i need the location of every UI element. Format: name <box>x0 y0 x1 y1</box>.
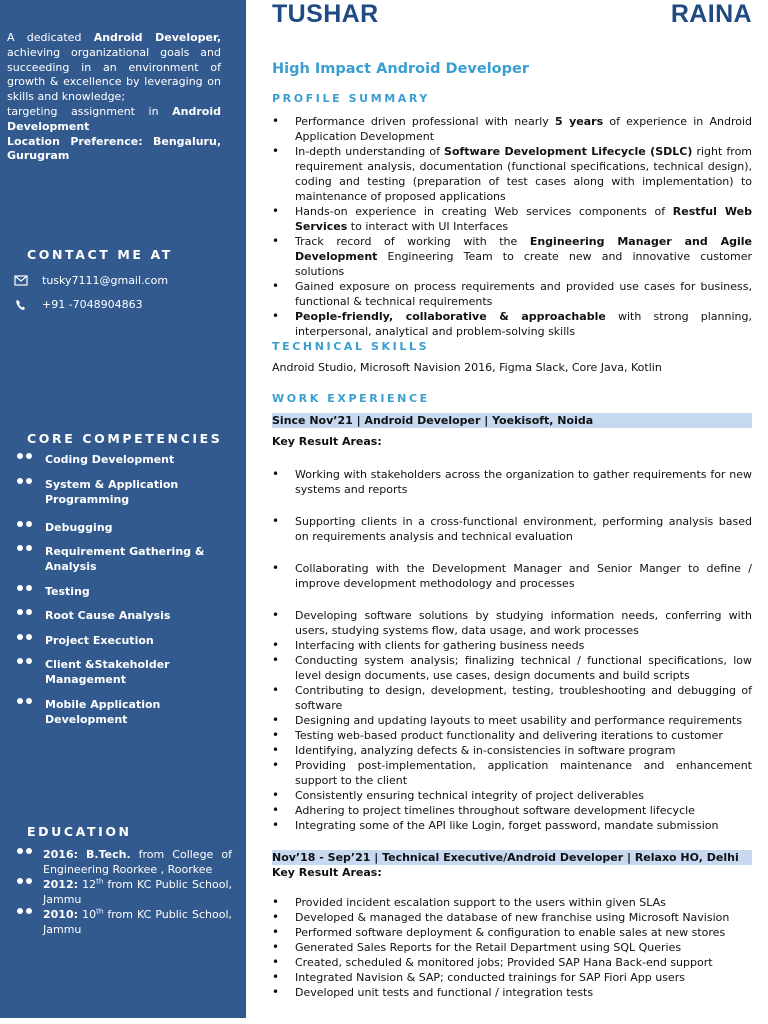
bullet-dots-icon <box>16 520 45 532</box>
education-item: 2010: 10th from KC Public School, Jammu <box>16 907 232 937</box>
duty-item: • Contributing to design, development, testing, troubleshooting and debugging of software <box>272 683 752 713</box>
duty-item: • Adhering to project timelines throughout software development lifecycle <box>272 803 752 818</box>
intro-paragraph: A dedicated Android Developer, achieving organizational goals and succeeding in an environment of growth & excellence by leveraging on skills and knowledge; <box>7 31 221 104</box>
duty-item: • Collaborating with the Development Manager and Senior Manger to define / improve development methodology and processes <box>272 561 752 591</box>
competency-item: Testing <box>16 584 242 599</box>
bullet-dots-icon <box>16 657 45 669</box>
contact-heading: CONTACT ME AT <box>27 247 173 262</box>
duty-item: • Testing web-based product functionality and delivering iterations to customer <box>272 728 752 743</box>
main-content <box>272 0 752 1024</box>
phone-text[interactable]: +91 -7048904863 <box>42 298 143 311</box>
competency-item: Root Cause Analysis <box>16 608 242 623</box>
education-item: 2016: B.Tech. from College of Engineering Roorkee , Roorkee <box>16 847 232 877</box>
intro-summary <box>7 31 221 164</box>
intro-location-city: Gurugram <box>7 149 70 163</box>
key-result-areas-label: Key Result Areas: <box>272 866 382 879</box>
key-result-areas-label: Key Result Areas: <box>272 435 382 448</box>
profile-item: • Gained exposure on process requirements and provided use cases for business, functional & technical requirements <box>272 279 752 309</box>
bullet-dots-icon <box>16 477 45 489</box>
intro-location-line: Location Preference: Bengaluru, <box>7 134 221 148</box>
competency-item: Coding Development <box>16 452 242 467</box>
bullet-dots-icon <box>16 452 45 464</box>
duty-item: • Consistently ensuring technical integrity of project deliverables <box>272 788 752 803</box>
job-header: Since Nov’21 | Android Developer | Yoekisoft, Noida <box>272 413 752 428</box>
bullet-dots-icon <box>16 633 45 645</box>
competency-item: Mobile Application Development <box>16 697 242 727</box>
profile-heading: PROFILE SUMMARY <box>272 92 430 105</box>
bullet-dots-icon <box>16 847 43 859</box>
duty-item: • Performed software deployment & configuration to enable sales at new stores <box>272 925 752 940</box>
email-text[interactable]: tusky7111@gmail.com <box>42 274 169 287</box>
competency-item: Debugging <box>16 520 242 535</box>
profile-item: • Track record of working with the Engineering Manager and Agile Development Engineering Team to create new and innovative customer solutions <box>272 234 752 279</box>
job-duties-list <box>272 467 752 833</box>
skills-heading: TECHNICAL SKILLS <box>272 340 430 353</box>
duty-item: • Generated Sales Reports for the Retail Department using SQL Queries <box>272 940 752 955</box>
phone-icon <box>14 299 30 311</box>
education-item: 2012: 12th from KC Public School, Jammu <box>16 877 232 907</box>
education-list <box>16 847 232 937</box>
skills-text: Android Studio, Microsoft Navision 2016, Figma Slack, Core Java, Kotlin <box>272 361 662 374</box>
duty-item: • Interfacing with clients for gathering business needs <box>272 638 752 653</box>
education-heading: EDUCATION <box>27 824 132 839</box>
competency-item: Client &Stakeholder Management <box>16 657 242 687</box>
competency-item: Requirement Gathering & Analysis <box>16 544 242 574</box>
duty-item: • Supporting clients in a cross-functional environment, performing analysis based on requirements analysis and technical evaluation <box>272 514 752 544</box>
profile-item: • In-depth understanding of Software Development Lifecycle (SDLC) right from requirement analysis, documentation (functional specifications, technical design), coding and testing (preparation of test cases along with implementation) to maintenance of proposed applications <box>272 144 752 204</box>
contact-email[interactable] <box>14 274 168 287</box>
job-header: Nov’18 - Sep’21 | Technical Executive/Android Developer | Relaxo HO, Delhi <box>272 850 752 865</box>
first-name: TUSHAR <box>272 0 379 28</box>
intro-target-line: targeting assignment in Android <box>7 104 221 118</box>
duty-item: • Providing post-implementation, application maintenance and enhancement support to the client <box>272 758 752 788</box>
duty-item: • Working with stakeholders across the organization to gather requirements for new systems and reports <box>272 467 752 497</box>
work-heading: WORK EXPERIENCE <box>272 392 430 405</box>
sidebar <box>0 0 246 1018</box>
duty-item: • Provided incident escalation support to the users within given SLAs <box>272 895 752 910</box>
job-duties-list <box>272 895 752 1000</box>
competency-item: Project Execution <box>16 633 242 648</box>
bullet-dots-icon <box>16 877 43 889</box>
duty-item: • Identifying, analyzing defects & in-consistencies in software program <box>272 743 752 758</box>
bullet-dots-icon <box>16 608 45 620</box>
duty-item: • Developing software solutions by studying information needs, conferring with users, studying systems flow, data usage, and work processes <box>272 608 752 638</box>
intro-target-role: Development <box>7 119 90 133</box>
profile-list <box>272 114 752 339</box>
bullet-dots-icon <box>16 697 45 709</box>
bullet-dots-icon <box>16 907 43 919</box>
profile-item: • People-friendly, collaborative & approachable with strong planning, interpersonal, analytical and problem-solving skills <box>272 309 752 339</box>
duty-item: • Designing and updating layouts to meet usability and performance requirements <box>272 713 752 728</box>
duty-item: • Integrating some of the API like Login, forget password, mandate submission <box>272 818 752 833</box>
competency-item: System & Application Programming <box>16 477 242 507</box>
duty-item: • Developed & managed the database of new franchise using Microsoft Navision <box>272 910 752 925</box>
duty-item: • Created, scheduled & monitored jobs; Provided SAP Hana Back-end support <box>272 955 752 970</box>
duty-item: • Developed unit tests and functional / integration tests <box>272 985 752 1000</box>
competencies-list <box>16 452 242 736</box>
last-name: RAINA <box>670 0 752 28</box>
duty-item: • Integrated Navision & SAP; conducted trainings for SAP Fiori App users <box>272 970 752 985</box>
profile-item: • Performance driven professional with nearly 5 years of experience in Android Application Development <box>272 114 752 144</box>
bullet-dots-icon <box>16 544 45 556</box>
duty-item: • Conducting system analysis; finalizing technical / functional specifications, low level design documents, use cases, design documents and build scripts <box>272 653 752 683</box>
envelope-icon <box>14 275 30 287</box>
candidate-name <box>272 0 752 29</box>
profile-item: • Hands-on experience in creating Web services components of Restful Web Services to interact with UI Interfaces <box>272 204 752 234</box>
contact-phone[interactable] <box>14 298 143 311</box>
job-title: High Impact Android Developer <box>272 61 529 77</box>
competencies-heading: CORE COMPETENCIES <box>27 431 223 446</box>
bullet-dots-icon <box>16 584 45 596</box>
